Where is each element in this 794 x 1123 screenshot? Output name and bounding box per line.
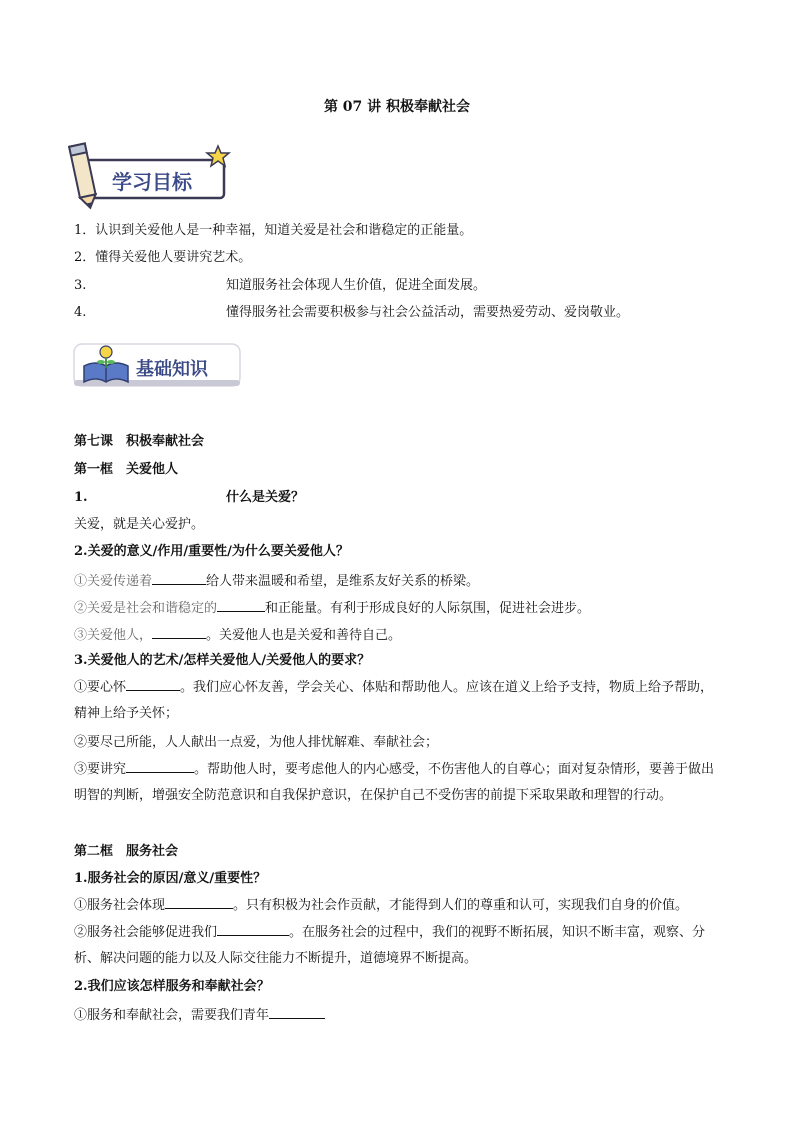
q3-c-pre: ③要讲究 [74,762,127,777]
question-4: 1.服务社会的原因/意义/重要性？ [74,871,267,886]
q3-a-post: 。我们应心怀友善，学会关心、体贴和帮助他人。应该在道义上给予支持，物质上给予帮助，精神上给予关怀； [74,680,714,721]
goal-num: 3. [74,278,87,293]
q5-answer-a [74,1005,325,1025]
q2-item-post: 和正能量。有利于形成良好的人际氛围，促进社会进步。 [265,601,591,616]
basic-knowledge-label: 基础知识 [136,359,208,380]
learning-goals-banner [68,138,238,210]
goal-num: 1． [74,223,96,238]
fill-blank[interactable] [269,1005,325,1019]
q3-answer-b: ②要尽己所能，人人献出一点爱，为他人排忧解难、奉献社会； [74,735,439,750]
q2-item-post: 给人带来温暖和希望，是维系友好关系的桥梁。 [206,574,480,589]
frame1-heading: 第一框 关爱他人 [74,462,179,477]
q2-item-pre: ③关爱他人， [74,628,153,643]
question-3: 3.关爱他人的艺术/怎样关爱他人/关爱他人的要求？ [74,653,371,668]
goal-item [74,304,630,322]
q3-answer-c [74,757,724,809]
frame2-heading: 第二框 服务社会 [74,844,179,859]
question-2: 2.关爱的意义/作用/重要性/为什么要关爱他人？ [74,544,349,559]
fill-blank[interactable] [217,922,289,936]
goal-item [74,277,487,295]
question-text: 什么是关爱？ [226,490,305,505]
fill-blank[interactable] [217,598,265,612]
fill-blank[interactable] [152,625,206,639]
goal-text: 懂得关爱他人要讲究艺术。 [95,250,252,265]
q2-item-post: 。关爱他人也是关爱和善待自己。 [206,628,402,643]
q2-item [74,598,590,618]
learning-goals-label: 学习目标 [112,170,192,194]
question-5: 2.我们应该怎样服务和奉献社会？ [74,979,270,994]
q3-a-pre: ①要心怀 [74,680,127,695]
goal-text: 认识到关爱他人是一种幸福，知道关爱是社会和谐稳定的正能量。 [95,223,473,238]
goal-item [74,222,472,240]
q4-answer-a [74,893,724,919]
goal-num: 2． [74,250,96,265]
q3-answer-a [74,675,724,727]
lesson-heading: 第七课 积极奉献社会 [74,434,205,449]
goal-text: 知道服务社会体现人生价值，促进全面发展。 [226,278,487,293]
q3-c-post: 。帮助他人时，要考虑他人的内心感受，不伤害他人的自尊心；面对复杂情形，要善于做出明智的判断，增强安全防范意识和自我保护意识，在保护自己不受伤害的前提下采取果敢和理智的行动。 [74,762,715,803]
q4-a-post: 。只有积极为社会作贡献，才能得到人们的尊重和认可，实现我们自身的价值。 [233,898,689,913]
question-1 [74,489,305,507]
q4-a-pre: ①服务社会体现 [74,898,166,913]
basic-knowledge-banner [72,340,244,392]
q4-b-pre: ②服务社会能够促进我们 [74,925,218,940]
q2-item-pre: ②关爱是社会和谐稳定的 [74,601,218,616]
q4-answer-b [74,920,724,972]
page-title: 第 07 讲 积极奉献社会 [323,99,471,115]
question-num: 1. [74,490,88,505]
fill-blank[interactable] [126,677,180,691]
goal-text: 懂得服务社会需要积极参与社会公益活动，需要热爱劳动、爱岗敬业。 [226,305,630,320]
q5-a-pre: ①服务和奉献社会，需要我们青年 [74,1008,270,1023]
q2-item [74,571,479,591]
answer-1: 关爱，就是关心爱护。 [74,517,205,532]
fill-blank[interactable] [152,571,206,585]
q2-item-pre: ①关爱传递着 [74,574,153,589]
q4-b-post: 。在服务社会的过程中，我们的视野不断拓展，知识不断丰富，观察、分析、解决问题的能力以及人际交往能力不断提升，道德境界不断提高。 [74,925,706,966]
goal-item [74,249,251,267]
q2-item [74,625,401,645]
goal-num: 4. [74,305,87,320]
fill-blank[interactable] [126,759,194,773]
fill-blank[interactable] [165,895,233,909]
